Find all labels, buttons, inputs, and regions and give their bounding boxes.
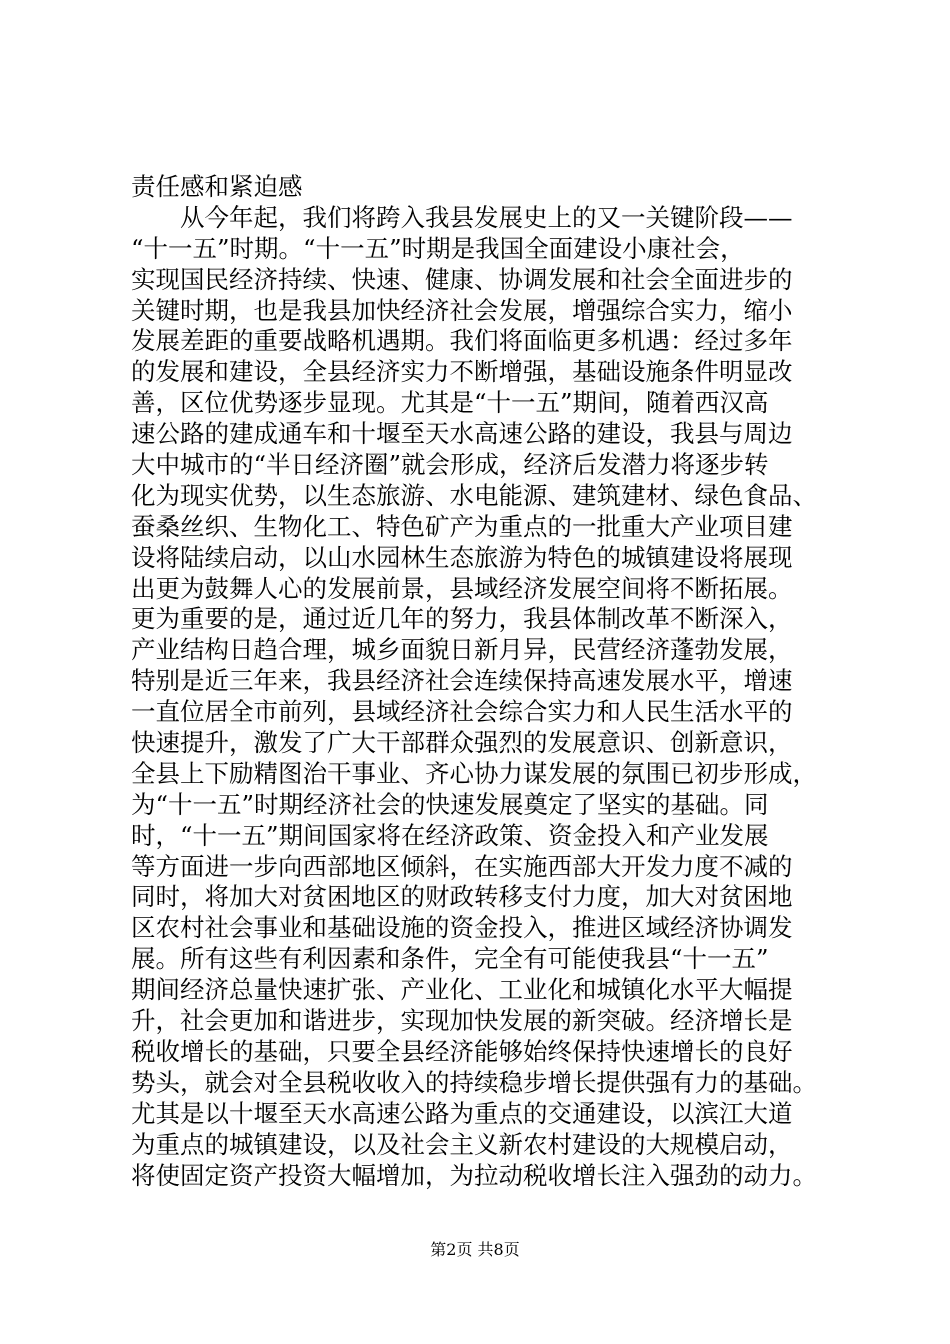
text-line: 升，社会更加和谐进步，实现加快发展的新突破。经济增长是 bbox=[131, 1006, 793, 1036]
text-line: 出更为鼓舞人心的发展前景，县域经济发展空间将不断拓展。 bbox=[131, 573, 793, 603]
text-line: “十一五”时期。“十一五”时期是我国全面建设小康社会， bbox=[131, 233, 745, 263]
text-line: 为重点的城镇建设，以及社会主义新农村建设的大规模启动， bbox=[131, 1129, 793, 1159]
text-line: 责任感和紧迫感 bbox=[131, 172, 303, 201]
text-line: 将使固定资产投资大幅增加，为拉动税收增长注入强劲的动力。 bbox=[131, 1160, 817, 1190]
text-line: 产业结构日趋合理，城乡面貌日新月异，民营经济蓬勃发展， bbox=[131, 635, 793, 665]
text-line: 设将陆续启动，以山水园林生态旅游为特色的城镇建设将展现 bbox=[131, 542, 793, 572]
text-line: 从今年起，我们将跨入我县发展史上的又一关键阶段—— bbox=[131, 202, 793, 232]
text-line: 快速提升，激发了广大干部群众强烈的发展意识、创新意识， bbox=[131, 728, 793, 758]
text-line: 善，区位优势逐步显现。尤其是“十一五”期间，随着西汉高 bbox=[131, 388, 769, 418]
text-line: 速公路的建成通车和十堰至天水高速公路的建设，我县与周边 bbox=[131, 419, 793, 449]
text-line: 税收增长的基础，只要全县经济能够始终保持快速增长的良好 bbox=[131, 1036, 793, 1066]
text-line: 化为现实优势，以生态旅游、水电能源、建筑建材、绿色食品、 bbox=[131, 480, 817, 510]
text-line: 实现国民经济持续、快速、健康、协调发展和社会全面进步的 bbox=[131, 264, 793, 294]
text-line: 等方面进一步向西部地区倾斜，在实施西部大开发力度不减的 bbox=[131, 851, 793, 881]
text-line: 同时，将加大对贫困地区的财政转移支付力度，加大对贫困地 bbox=[131, 882, 793, 912]
text-line: 特别是近三年来，我县经济社会连续保持高速发展水平，增速 bbox=[131, 666, 793, 696]
text-line: 时，“十一五”期间国家将在经济政策、资金投入和产业发展 bbox=[131, 820, 769, 850]
text-line: 发展差距的重要战略机遇期。我们将面临更多机遇：经过多年 bbox=[131, 326, 793, 356]
body-text bbox=[131, 172, 861, 1191]
text-line: 一直位居全市前列，县域经济社会综合实力和人民生活水平的 bbox=[131, 697, 793, 727]
text-line: 蚕桑丝织、生物化工、特色矿产为重点的一批重大产业项目建 bbox=[131, 511, 793, 541]
text-line: 区农村社会事业和基础设施的资金投入，推进区域经济协调发 bbox=[131, 913, 793, 943]
text-line: 全县上下励精图治干事业、齐心协力谋发展的氛围已初步形成， bbox=[131, 758, 817, 788]
text-line: 为“十一五”时期经济社会的快速发展奠定了坚实的基础。同 bbox=[131, 789, 769, 819]
page-footer: 第2页 共8页 bbox=[430, 1240, 520, 1259]
text-line: 的发展和建设，全县经济实力不断增强，基础设施条件明显改 bbox=[131, 357, 793, 387]
text-line: 尤其是以十堰至天水高速公路为重点的交通建设，以滨江大道 bbox=[131, 1098, 793, 1128]
text-line: 展。所有这些有利因素和条件，完全有可能使我县“十一五” bbox=[131, 944, 769, 974]
text-line: 大中城市的“半日经济圈”就会形成，经济后发潜力将逐步转 bbox=[131, 450, 769, 480]
text-line: 势头，就会对全县税收收入的持续稳步增长提供强有力的基础。 bbox=[131, 1067, 817, 1097]
text-line: 期间经济总量快速扩张、产业化、工业化和城镇化水平大幅提 bbox=[131, 975, 793, 1005]
text-line: 关键时期，也是我县加快经济社会发展，增强综合实力，缩小 bbox=[131, 295, 793, 325]
text-line: 更为重要的是，通过近几年的努力，我县体制改革不断深入， bbox=[131, 604, 793, 634]
